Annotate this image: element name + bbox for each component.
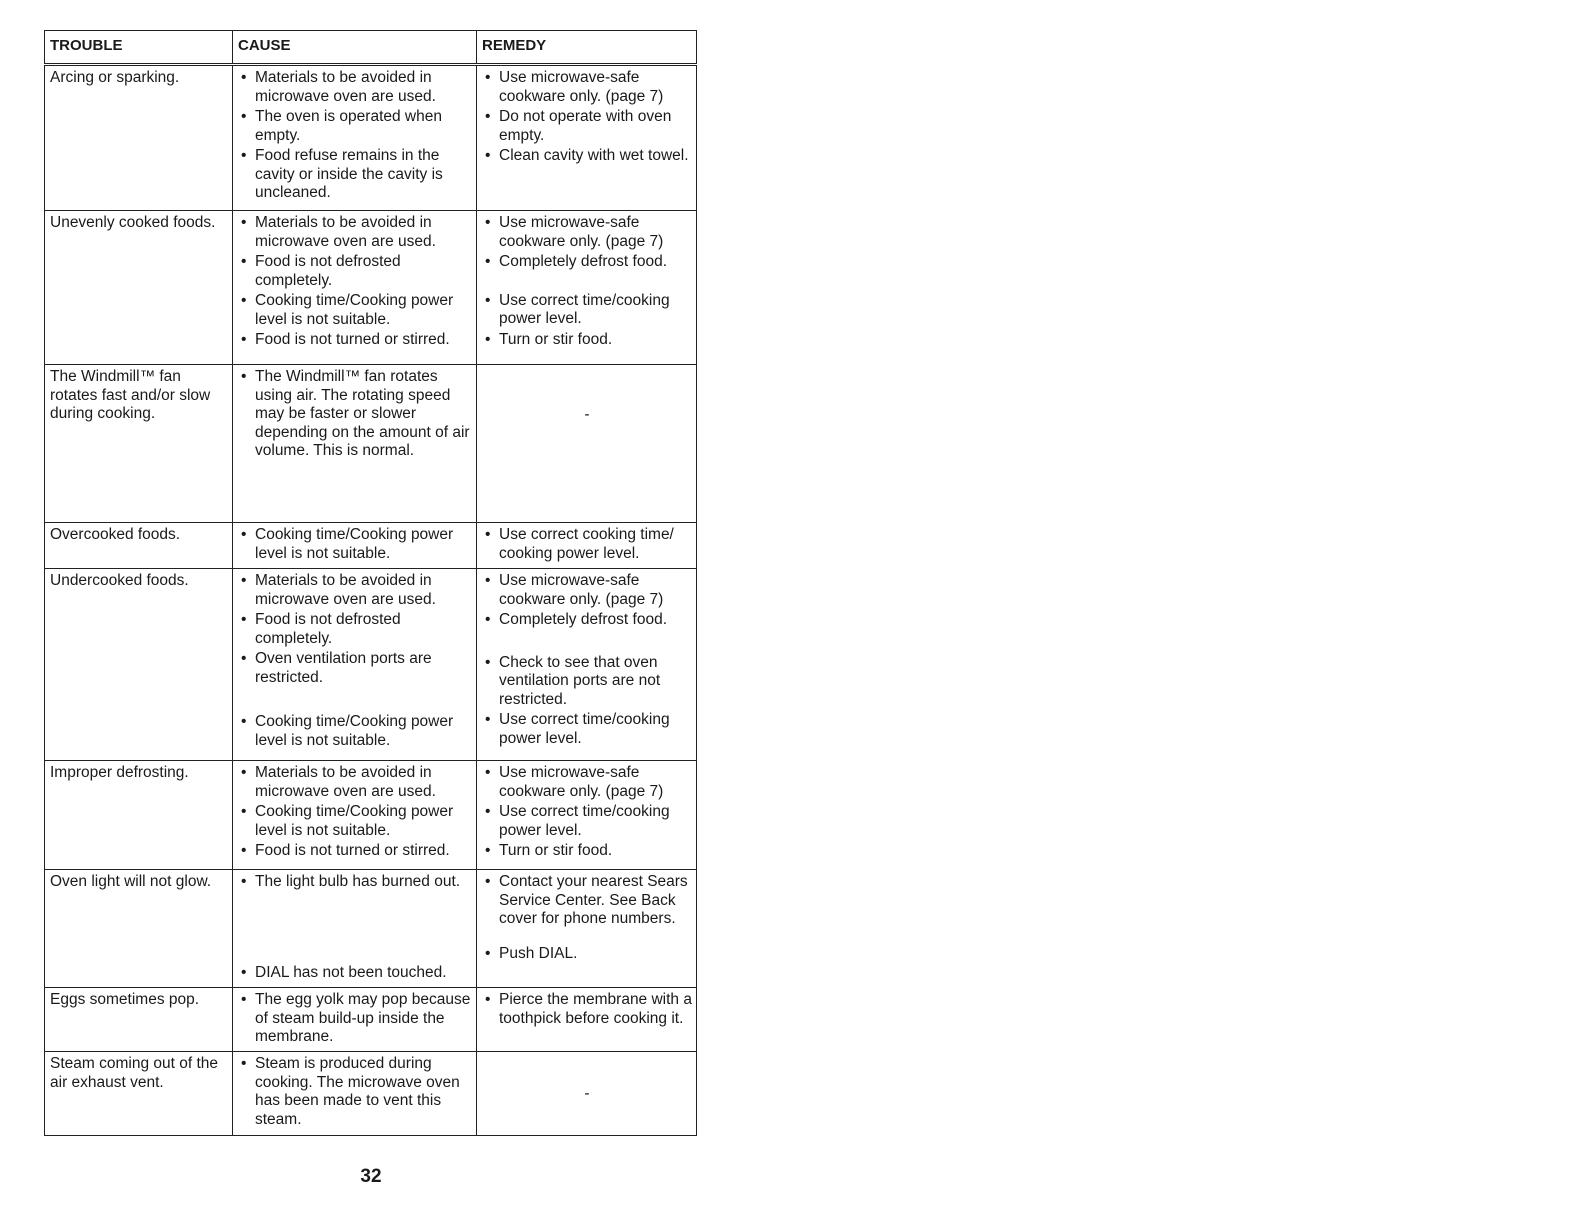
- table-row: [45, 870, 697, 988]
- cause-cell: [233, 761, 477, 870]
- cause-item: • The Windmill™ fan rotates using air. The rotating speed may be faster or slower depending on the amount of air volume. This is normal.: [238, 368, 472, 461]
- table-header-row: [45, 31, 697, 65]
- cause-item: • The oven is operated when empty.: [238, 108, 472, 145]
- table-row: [45, 761, 697, 870]
- cause-item: • Food is not defrosted completely.: [238, 611, 472, 648]
- remedy-item: • Clean cavity with wet towel.: [482, 147, 692, 166]
- cause-cell: [233, 1052, 477, 1136]
- remedy-dash: -: [584, 1085, 590, 1102]
- page-number: 32: [360, 1166, 382, 1187]
- remedy-cell: [477, 569, 697, 761]
- cause-item: • Food is not turned or stirred.: [238, 331, 472, 350]
- cause-item: • Food refuse remains in the cavity or inside the cavity is uncleaned.: [238, 147, 472, 203]
- remedy-cell: [477, 1052, 697, 1136]
- remedy-item: • Use correct time/cooking power level.: [482, 292, 692, 329]
- remedy-item: • Use correct time/cooking power level.: [482, 803, 692, 840]
- trouble-cell: Eggs sometimes pop.: [45, 988, 233, 1052]
- cause-item: • Cooking time/Cooking power level is not suitable.: [238, 803, 472, 840]
- remedy-item: • Pierce the membrane with a toothpick before cooking it.: [482, 991, 692, 1028]
- cause-item: • Steam is produced during cooking. The microwave oven has been made to vent this steam.: [238, 1055, 472, 1129]
- remedy-item: • Use correct time/cooking power level.: [482, 711, 692, 748]
- trouble-cell: Oven light will not glow.: [45, 870, 233, 988]
- remedy-item: • Completely defrost food.: [482, 611, 692, 630]
- table-row: [45, 365, 697, 523]
- remedy-cell: [477, 988, 697, 1052]
- trouble-cell: Undercooked foods.: [45, 569, 233, 761]
- remedy-item: • Completely defrost food.: [482, 253, 692, 272]
- troubleshooting-table: [44, 30, 697, 1136]
- remedy-cell: [477, 365, 697, 523]
- trouble-cell: Steam coming out of the air exhaust vent.: [45, 1052, 233, 1136]
- remedy-item: • Use microwave-safe cookware only. (page 7): [482, 764, 692, 801]
- cause-item: • Cooking time/Cooking power level is not suitable.: [238, 526, 472, 563]
- remedy-item: • Contact your nearest Sears Service Center. See Back cover for phone numbers.: [482, 873, 692, 929]
- cause-item: • The light bulb has burned out.: [238, 873, 472, 892]
- cause-item: • Materials to be avoided in microwave oven are used.: [238, 764, 472, 801]
- remedy-item: • Use microwave-safe cookware only. (page 7): [482, 69, 692, 106]
- table-row: [45, 988, 697, 1052]
- remedy-item: • Use microwave-safe cookware only. (page 7): [482, 572, 692, 609]
- remedy-item: • Use microwave-safe cookware only. (page 7): [482, 214, 692, 251]
- remedy-cell: [477, 211, 697, 365]
- trouble-cell: The Windmill™ fan rotates fast and/or slow during cooking.: [45, 365, 233, 523]
- remedy-dash: -: [584, 406, 590, 423]
- header-trouble: TROUBLE: [45, 31, 233, 65]
- cause-item: • Cooking time/Cooking power level is not suitable.: [238, 292, 472, 329]
- cause-cell: [233, 65, 477, 211]
- header-cause: CAUSE: [233, 31, 477, 65]
- cause-item: • Food is not turned or stirred.: [238, 842, 472, 861]
- cause-item: • The egg yolk may pop because of steam build-up inside the membrane.: [238, 991, 472, 1047]
- remedy-cell: [477, 523, 697, 569]
- remedy-item: • Do not operate with oven empty.: [482, 108, 692, 145]
- remedy-item: • Push DIAL.: [482, 945, 692, 964]
- remedy-cell: [477, 870, 697, 988]
- cause-item: • Materials to be avoided in microwave oven are used.: [238, 214, 472, 251]
- remedy-item: • Turn or stir food.: [482, 331, 692, 350]
- cause-cell: [233, 870, 477, 988]
- cause-item: • Cooking time/Cooking power level is not suitable.: [238, 713, 472, 750]
- cause-cell: [233, 211, 477, 365]
- trouble-cell: Unevenly cooked foods.: [45, 211, 233, 365]
- remedy-cell: [477, 65, 697, 211]
- header-remedy: REMEDY: [477, 31, 697, 65]
- cause-cell: [233, 365, 477, 523]
- cause-cell: [233, 569, 477, 761]
- cause-cell: [233, 988, 477, 1052]
- table-row: [45, 523, 697, 569]
- table-row: [45, 569, 697, 761]
- table-row: [45, 211, 697, 365]
- cause-cell: [233, 523, 477, 569]
- cause-item: • DIAL has not been touched.: [238, 964, 472, 983]
- trouble-cell: Arcing or sparking.: [45, 65, 233, 211]
- remedy-cell: [477, 761, 697, 870]
- table-row: [45, 65, 697, 211]
- trouble-cell: Overcooked foods.: [45, 523, 233, 569]
- cause-item: • Materials to be avoided in microwave oven are used.: [238, 572, 472, 609]
- remedy-item: • Use correct cooking time/ cooking power level.: [482, 526, 692, 563]
- remedy-item: • Check to see that oven ventilation ports are not restricted.: [482, 654, 692, 710]
- cause-item: • Oven ventilation ports are restricted.: [238, 650, 472, 687]
- cause-item: • Materials to be avoided in microwave oven are used.: [238, 69, 472, 106]
- remedy-item: • Turn or stir food.: [482, 842, 692, 861]
- table-row: [45, 1052, 697, 1136]
- trouble-cell: Improper defrosting.: [45, 761, 233, 870]
- cause-item: • Food is not defrosted completely.: [238, 253, 472, 290]
